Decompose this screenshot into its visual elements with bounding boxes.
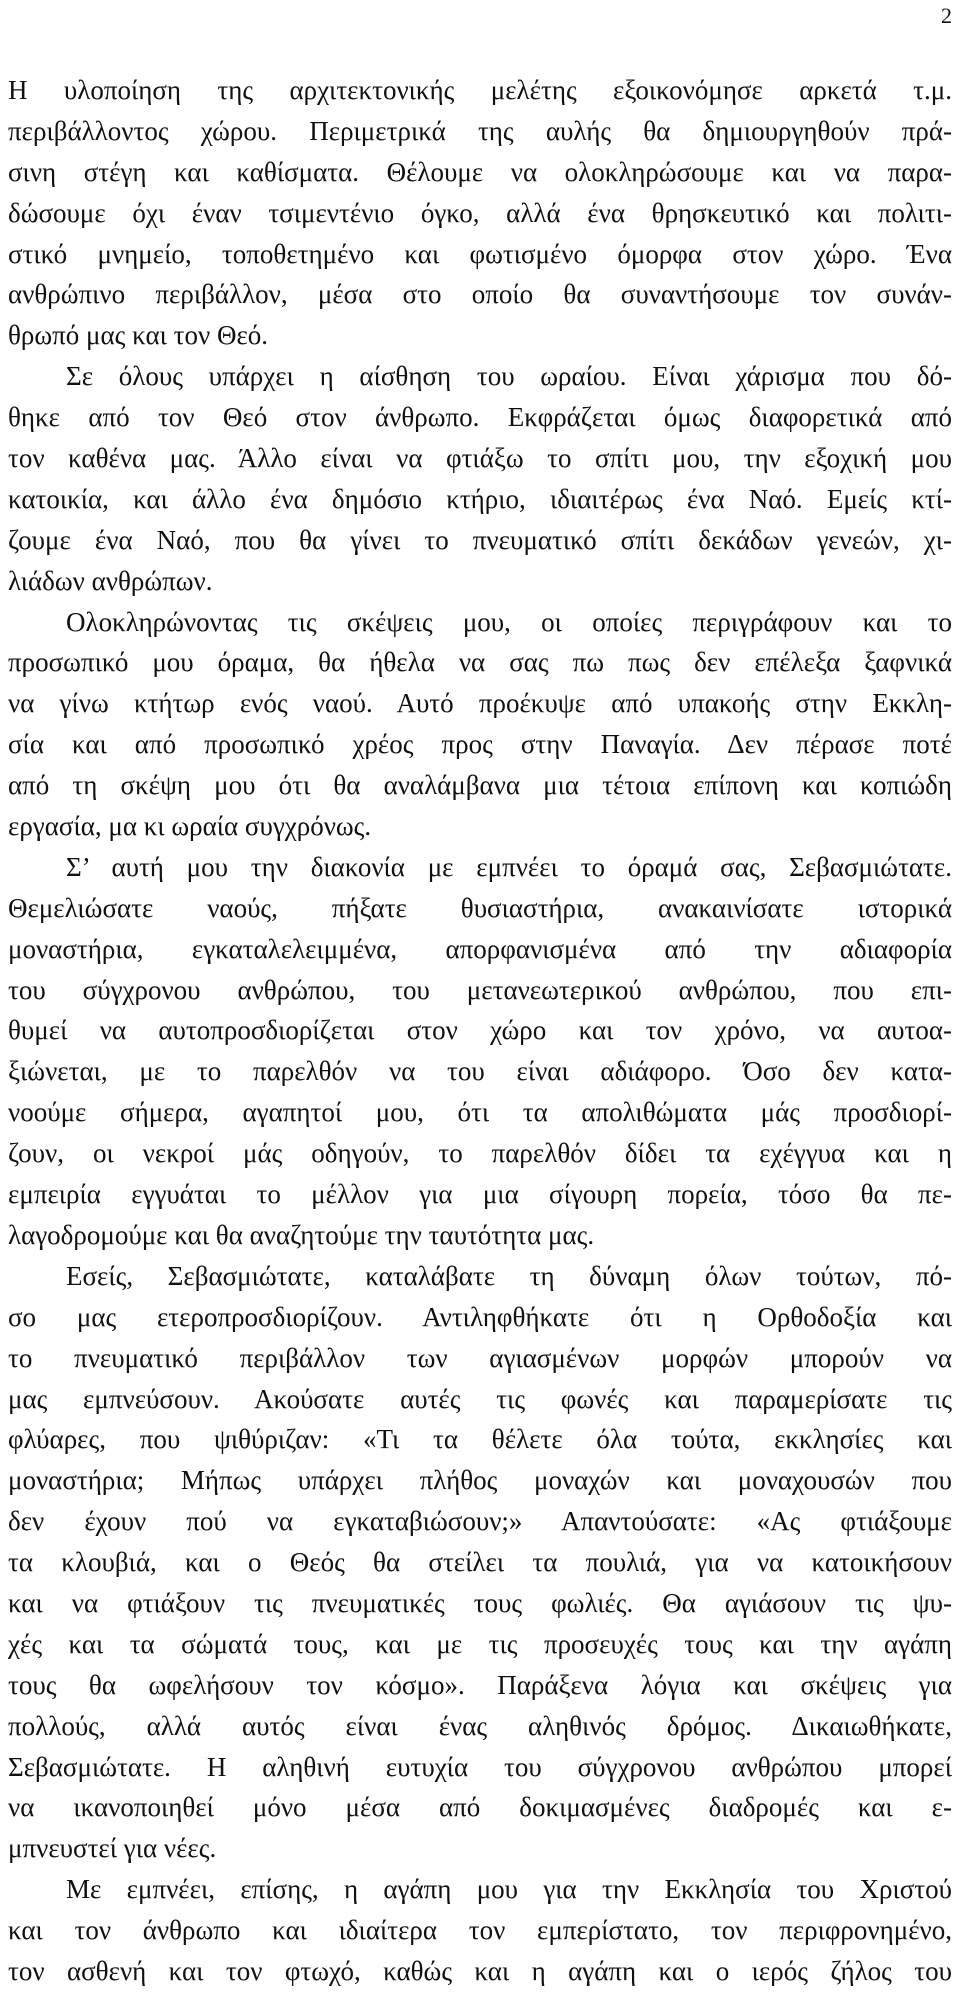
paragraph	[8, 1256, 952, 1869]
text-line: σο μας ετεροπροσδιορίζουν. Αντιληφθήκατε ότι η Ορθοδοξία και	[8, 1301, 952, 1332]
text-line: και τον άνθρωπο και ιδιαίτερα τον εμπερίστατο, τον περιφρονημένο,	[8, 1915, 952, 1946]
text-line: ζουν, οι νεκροί μάς οδηγούν, το παρελθόν δίδει τα εχέγγυα και η	[8, 1138, 952, 1169]
text-line: να γίνω κτήτωρ ενός ναού. Αυτό προέκυψε από υπακοής στην Εκκλη-	[8, 688, 952, 719]
text-line: μοναστήρια; Μήπως υπάρχει πλήθος μοναχών και μοναχουσών που	[8, 1465, 952, 1496]
text-line: Σε όλους υπάρχει η αίσθηση του ωραίου. Είναι χάρισμα που δό-	[66, 361, 952, 392]
text-line: τα κλουβιά, και ο Θεός θα στείλει τα πουλιά, για να κατοικήσουν	[8, 1547, 952, 1578]
text-line: δεν έχουν πού να εγκαταβιώσουν;» Απαντούσατε: «Ας φτιάξουμε	[8, 1506, 952, 1537]
paragraph	[8, 356, 952, 601]
text-line: τους θα ωφελήσουν τον κόσμο». Παράξενα λόγια και σκέψεις για	[8, 1669, 952, 1700]
text-line: κατοικία, και άλλο ένα δημόσιο κτήριο, ιδιαιτέρως ένα Ναό. Εμείς κτί-	[8, 483, 952, 514]
text-line: Με εμπνέει, επίσης, η αγάπη μου για την Εκκλησία του Χριστού	[66, 1874, 952, 1905]
text-line: το πνευματικό περιβάλλον των αγιασμένων μορφών μπορούν να	[8, 1342, 952, 1373]
text-line: σία και από προσωπικό χρέος προς στην Παναγία. Δεν πέρασε ποτέ	[8, 729, 952, 760]
paragraph	[8, 70, 952, 356]
text-line: Εσείς, Σεβασμιώτατε, καταλάβατε τη δύναμη όλων τούτων, πό-	[66, 1260, 952, 1291]
text-line: τον ασθενή και τον φτωχό, καθώς και η αγάπη και ο ιερός ζήλος του	[8, 1955, 952, 1986]
paragraph	[8, 1869, 952, 1992]
text-line: ανθρώπινο περιβάλλον, μέσα στο οποίο θα συναντήσουμε τον συνάν-	[8, 279, 952, 310]
text-line: στικό μνημείο, τοποθετημένο και φωτισμένο όμορφα στον χώρο. Ένα	[8, 238, 952, 269]
text-line: μπνευστεί για νέες.	[8, 1833, 217, 1864]
text-line: να ικανοποιηθεί μόνο μέσα από δοκιμασμένες διαδρομές και ε-	[8, 1792, 952, 1823]
text-line: λιάδων ανθρώπων.	[8, 565, 213, 596]
text-line: του σύγχρονου ανθρώπου, του μετανεωτερικού ανθρώπου, που επι-	[8, 974, 952, 1005]
text-line: εργασία, μα κι ωραία συγχρόνως.	[8, 811, 372, 842]
text-line: Θεμελιώσατε ναούς, πήξατε θυσιαστήρια, ανακαινίσατε ιστορικά	[8, 892, 952, 923]
text-line: προσωπικό μου όραμα, θα ήθελα να σας πω πως δεν επέλεξα ξαφνικά	[8, 647, 952, 678]
text-line: περιβάλλοντος χώρου. Περιμετρικά της αυλής θα δημιουργηθούν πρά-	[8, 115, 952, 146]
text-line: Σεβασμιώτατε. Η αληθινή ευτυχία του σύγχρονου ανθρώπου μπορεί	[8, 1751, 952, 1782]
text-line: σινη στέγη και καθίσματα. Θέλουμε να ολοκληρώσουμε και να παρα-	[8, 156, 952, 187]
text-line: δώσουμε όχι έναν τσιμεντένιο όγκο, αλλά ένα θρησκευτικό και πολιτι-	[8, 197, 952, 228]
text-line: θηκε από τον Θεό στον άνθρωπο. Εκφράζεται όμως διαφορετικά από	[8, 402, 952, 433]
text-line: ξιώνεται, με το παρελθόν να του είναι αδιάφορο. Όσο δεν κατα-	[8, 1056, 952, 1087]
text-line: και να φτιάξουν τις πνευματικές τους φωλιές. Θα αγιάσουν τις ψυ-	[8, 1587, 952, 1618]
text-line: μας εμπνεύσουν. Ακούσατε αυτές τις φωνές και παραμερίσατε τις	[8, 1383, 952, 1414]
paragraph	[8, 602, 952, 847]
text-line: εμπειρία εγγυάται το μέλλον για μια σίγουρη πορεία, τόσο θα πε-	[8, 1179, 952, 1210]
text-line: από τη σκέψη μου ότι θα αναλάμβανα μια τέτοια επίπονη και κοπιώδη	[8, 770, 952, 801]
text-line: νοούμε σήμερα, αγαπητοί μου, ότι τα απολιθώματα μάς προσδιορί-	[8, 1097, 952, 1128]
text-line: πολλούς, αλλά αυτός είναι ένας αληθινός δρόμος. Δικαιωθήκατε,	[8, 1710, 952, 1741]
paragraph	[8, 847, 952, 1256]
text-line: λαγοδρομούμε και θα αναζητούμε την ταυτότητα μας.	[8, 1219, 595, 1250]
text-line: θρωπό μας και τον Θεό.	[8, 320, 269, 351]
text-line: φλύαρες, που ψιθύριζαν: «Τι τα θέλετε όλα τούτα, εκκλησίες και	[8, 1424, 952, 1455]
text-line: ζουμε ένα Ναό, που θα γίνει το πνευματικό σπίτι δεκάδων γενεών, χι-	[8, 524, 952, 555]
text-line: Ολοκληρώνοντας τις σκέψεις μου, οι οποίες περιγράφουν και το	[66, 606, 952, 637]
text-line: χές και τα σώματά τους, και με τις προσευχές τους και την αγάπη	[8, 1628, 952, 1659]
text-line: μοναστήρια, εγκαταλελειμμένα, απορφανισμένα από την αδιαφορία	[8, 933, 952, 964]
text-line: Σ’ αυτή μου την διακονία με εμπνέει το όραμά σας, Σεβασμιώτατε.	[66, 851, 952, 882]
text-line: Η υλοποίηση της αρχιτεκτονικής μελέτης εξοικονόμησε αρκετά τ.μ.	[8, 75, 952, 105]
text-line: τον καθένα μας. Άλλο είναι να φτιάξω το σπίτι μου, την εξοχική μου	[8, 443, 952, 474]
page-number: 2	[941, 3, 952, 28]
text-line: θυμεί να αυτοπροσδιορίζεται στον χώρο και τον χρόνο, να αυτοα-	[8, 1015, 952, 1046]
